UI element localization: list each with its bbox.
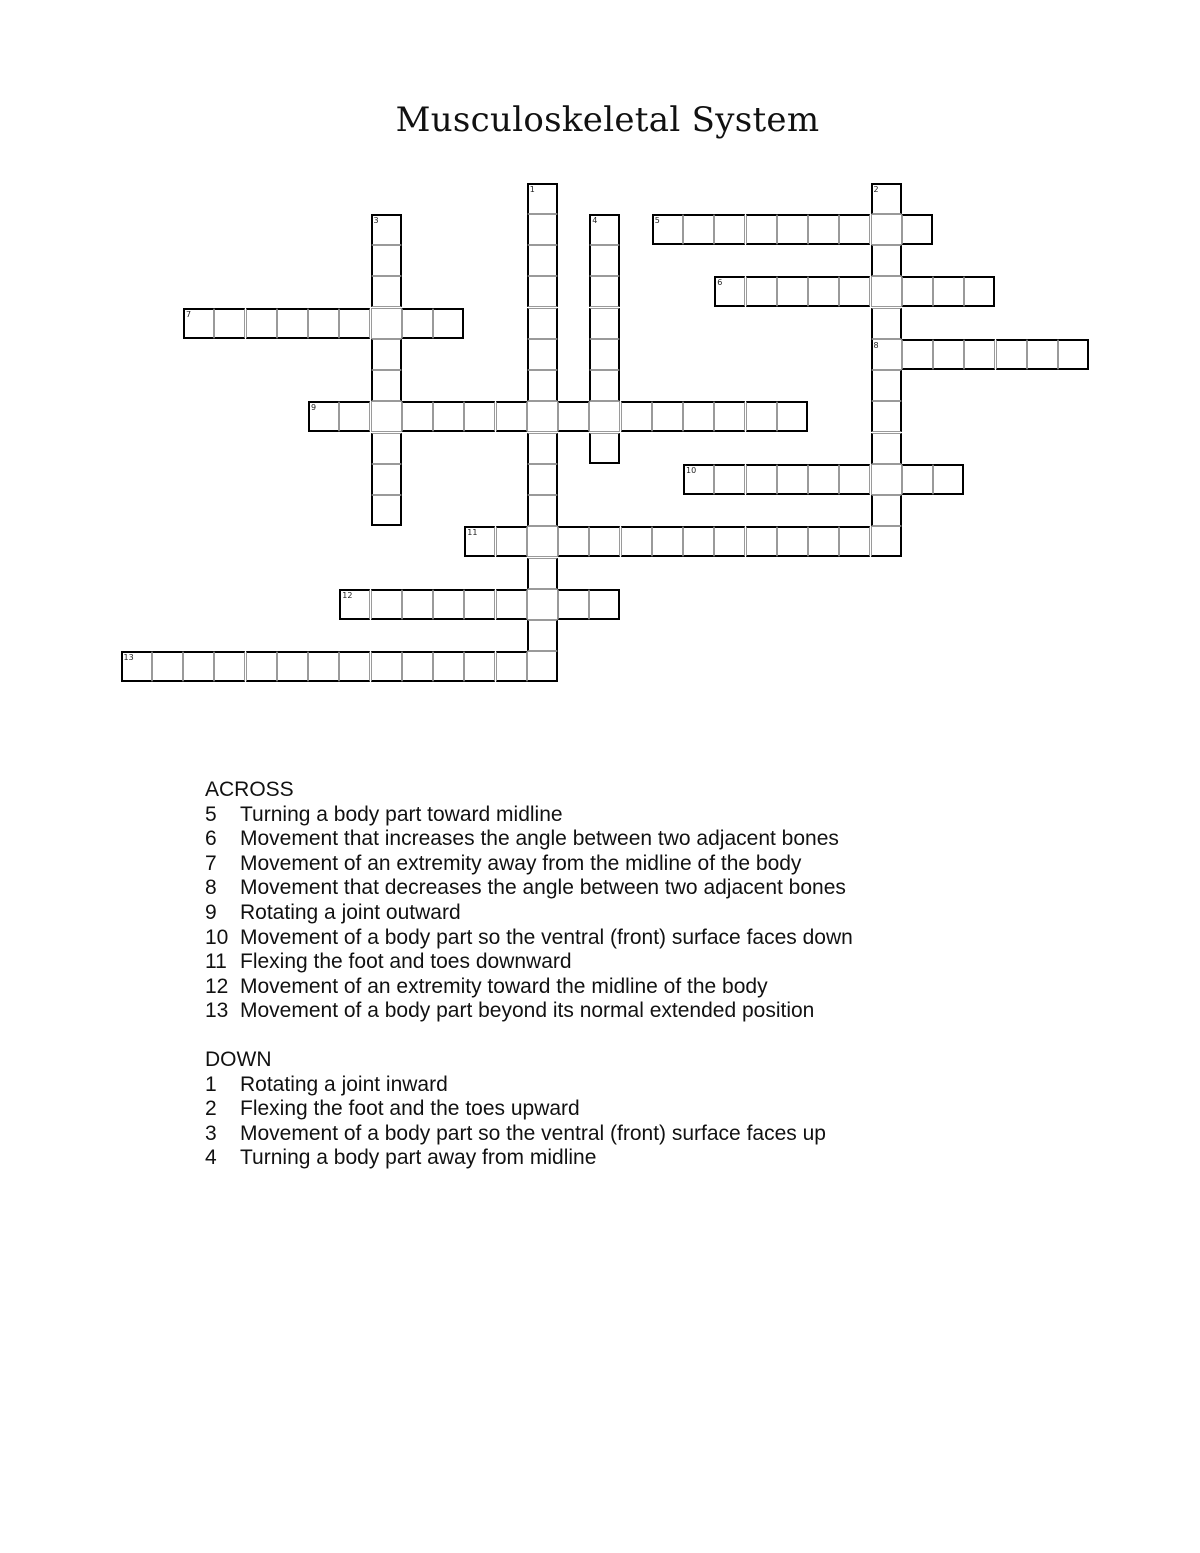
down-clue — [205, 1146, 853, 1171]
grid-cell[interactable] — [371, 401, 402, 432]
grid-cell[interactable] — [464, 401, 495, 432]
grid-cell[interactable] — [839, 214, 870, 245]
down-clue — [205, 1122, 853, 1147]
grid-cell[interactable] — [308, 308, 339, 339]
grid-cell[interactable] — [496, 589, 527, 620]
grid-cell[interactable] — [496, 526, 527, 557]
grid-cell[interactable] — [589, 370, 620, 401]
grid-cell[interactable] — [933, 276, 964, 307]
clue-number-label: 6 — [717, 278, 723, 288]
clue-number: 3 — [205, 1121, 217, 1145]
grid-cell[interactable] — [683, 526, 714, 557]
grid-cell[interactable] — [371, 276, 402, 307]
across-clue — [205, 950, 853, 975]
grid-cell[interactable] — [371, 245, 402, 276]
grid-cell[interactable] — [402, 651, 433, 682]
grid-cell[interactable] — [839, 276, 870, 307]
grid-cell[interactable] — [183, 651, 214, 682]
across-clue — [205, 975, 853, 1000]
clue-text: Flexing the foot and toes downward — [240, 950, 572, 974]
grid-cell[interactable] — [964, 339, 995, 370]
grid-cell[interactable] — [933, 464, 964, 495]
clue-number: 6 — [205, 827, 217, 851]
grid-cell[interactable] — [558, 526, 589, 557]
clue-number: 10 — [205, 925, 229, 949]
grid-cell[interactable] — [683, 401, 714, 432]
grid-cell[interactable] — [464, 651, 495, 682]
grid-cell[interactable] — [496, 401, 527, 432]
clue-number: 5 — [205, 802, 217, 826]
clue-number-label: 2 — [873, 184, 879, 194]
across-clue — [205, 876, 853, 901]
grid-cell[interactable] — [714, 401, 745, 432]
grid-cell[interactable] — [933, 339, 964, 370]
across-clue — [205, 852, 853, 877]
grid-cell[interactable] — [839, 464, 870, 495]
grid-cell[interactable] — [433, 308, 464, 339]
grid-cell[interactable] — [433, 401, 464, 432]
grid-cell[interactable] — [527, 308, 558, 339]
grid-cell[interactable] — [339, 308, 370, 339]
grid-cell[interactable] — [214, 651, 245, 682]
clue-number: 4 — [205, 1146, 217, 1170]
clue-number: 8 — [205, 876, 217, 900]
grid-cell[interactable] — [808, 464, 839, 495]
clue-number-label: 1 — [529, 184, 535, 194]
grid-cell[interactable] — [371, 464, 402, 495]
across-clue — [205, 827, 853, 852]
grid-cell[interactable] — [214, 308, 245, 339]
clue-number: 1 — [205, 1072, 217, 1096]
grid-cell[interactable] — [589, 526, 620, 557]
grid-cell[interactable] — [746, 401, 777, 432]
grid-cell[interactable] — [746, 526, 777, 557]
grid-cell[interactable] — [371, 651, 402, 682]
grid-cell[interactable] — [902, 214, 933, 245]
clue-number: 13 — [205, 999, 229, 1023]
grid-cell[interactable] — [808, 276, 839, 307]
grid-cell[interactable] — [871, 464, 902, 495]
grid-cell[interactable] — [558, 401, 589, 432]
grid-cell[interactable] — [277, 308, 308, 339]
across-clue — [205, 803, 853, 828]
grid-cell[interactable] — [714, 526, 745, 557]
grid-cell[interactable] — [902, 276, 933, 307]
grid-cell[interactable] — [527, 276, 558, 307]
clue-number-label: 5 — [654, 215, 660, 225]
across-heading: ACROSS — [205, 778, 294, 801]
grid-cell[interactable] — [527, 651, 558, 682]
grid-cell[interactable] — [714, 214, 745, 245]
grid-cell[interactable] — [746, 276, 777, 307]
grid-cell[interactable] — [714, 464, 745, 495]
grid-cell[interactable] — [871, 370, 902, 401]
clue-text: Rotating a joint inward — [240, 1072, 448, 1096]
clue-text: Flexing the foot and the toes upward — [240, 1097, 580, 1121]
clue-number: 11 — [205, 950, 227, 974]
grid-cell[interactable] — [527, 433, 558, 464]
clue-text: Movement of an extremity toward the midline of the body — [240, 974, 768, 998]
grid-cell[interactable] — [527, 214, 558, 245]
clue-text: Turning a body part toward midline — [240, 802, 563, 826]
across-clue — [205, 999, 853, 1024]
clue-text: Movement of a body part so the ventral (front) surface faces down — [240, 925, 853, 949]
grid-cell[interactable] — [433, 651, 464, 682]
grid-cell[interactable] — [339, 651, 370, 682]
grid-cell[interactable] — [996, 339, 1027, 370]
grid-cell[interactable] — [746, 464, 777, 495]
clue-number-label: 8 — [873, 340, 879, 350]
clue-number: 9 — [205, 900, 217, 924]
clue-number-label: 9 — [311, 403, 317, 413]
grid-cell[interactable] — [308, 651, 339, 682]
clue-text: Rotating a joint outward — [240, 900, 461, 924]
grid-cell[interactable] — [777, 526, 808, 557]
clue-number: 2 — [205, 1097, 217, 1121]
grid-cell[interactable] — [1027, 339, 1058, 370]
grid-cell[interactable] — [652, 526, 683, 557]
page-title: Musculoskeletal System — [395, 100, 820, 140]
grid-cell[interactable] — [964, 276, 995, 307]
grid-cell[interactable] — [839, 526, 870, 557]
grid-cell[interactable] — [871, 433, 902, 464]
grid-cell[interactable] — [339, 401, 370, 432]
clue-number-label: 3 — [373, 215, 379, 225]
clue-number: 12 — [205, 974, 229, 998]
grid-cell[interactable] — [527, 620, 558, 651]
clue-text: Movement of a body part beyond its normal extended position — [240, 999, 815, 1023]
grid-cell[interactable] — [871, 526, 902, 557]
across-clue — [205, 926, 853, 951]
clue-number-label: 13 — [123, 653, 134, 663]
grid-cell[interactable] — [589, 339, 620, 370]
grid-cell[interactable] — [589, 401, 620, 432]
grid-cell[interactable] — [402, 401, 433, 432]
grid-cell[interactable] — [589, 433, 620, 464]
clue-number-label: 11 — [467, 528, 478, 538]
across-clue — [205, 901, 853, 926]
grid-cell[interactable] — [464, 589, 495, 620]
clue-text: Turning a body part away from midline — [240, 1146, 597, 1170]
grid-cell[interactable] — [621, 401, 652, 432]
grid-cell[interactable] — [371, 308, 402, 339]
grid-cell[interactable] — [777, 276, 808, 307]
down-clue — [205, 1097, 853, 1122]
down-clue — [205, 1073, 853, 1098]
grid-cell[interactable] — [527, 464, 558, 495]
grid-cell[interactable] — [589, 308, 620, 339]
grid-cell[interactable] — [871, 495, 902, 526]
grid-cell[interactable] — [152, 651, 183, 682]
grid-cell[interactable] — [527, 558, 558, 589]
crossword-grid — [0, 0, 1200, 720]
grid-cell[interactable] — [777, 464, 808, 495]
grid-cell[interactable] — [527, 245, 558, 276]
grid-cell[interactable] — [496, 651, 527, 682]
grid-cell[interactable] — [371, 495, 402, 526]
grid-cell[interactable] — [402, 589, 433, 620]
grid-cell[interactable] — [1058, 339, 1089, 370]
grid-cell[interactable] — [902, 339, 933, 370]
clue-text: Movement of a body part so the ventral (front) surface faces up — [240, 1121, 826, 1145]
grid-cell[interactable] — [871, 276, 902, 307]
clue-text: Movement of an extremity away from the midline of the body — [240, 851, 802, 875]
clue-number-label: 12 — [342, 590, 353, 600]
clue-text: Movement that decreases the angle between two adjacent bones — [240, 876, 846, 900]
down-heading: DOWN — [205, 1047, 272, 1071]
grid-cell[interactable] — [683, 214, 714, 245]
grid-cell[interactable] — [527, 339, 558, 370]
grid-cell[interactable] — [871, 401, 902, 432]
grid-cell[interactable] — [527, 589, 558, 620]
grid-cell[interactable] — [652, 401, 683, 432]
grid-cell[interactable] — [558, 589, 589, 620]
clue-number-label: 10 — [686, 465, 697, 475]
clue-number: 7 — [205, 851, 217, 875]
grid-cell[interactable] — [589, 589, 620, 620]
grid-cell[interactable] — [589, 276, 620, 307]
grid-cell[interactable] — [808, 214, 839, 245]
clue-list — [205, 778, 853, 1171]
grid-cell[interactable] — [777, 401, 808, 432]
grid-cell[interactable] — [527, 370, 558, 401]
grid-cell[interactable] — [902, 464, 933, 495]
grid-cell[interactable] — [371, 370, 402, 401]
grid-cell[interactable] — [621, 526, 652, 557]
grid-cell[interactable] — [527, 526, 558, 557]
grid-cell[interactable] — [589, 245, 620, 276]
grid-cell[interactable] — [402, 308, 433, 339]
grid-cell[interactable] — [371, 339, 402, 370]
grid-cell[interactable] — [527, 401, 558, 432]
grid-cell[interactable] — [246, 308, 277, 339]
grid-cell[interactable] — [808, 526, 839, 557]
grid-cell[interactable] — [433, 589, 464, 620]
clue-text: Movement that increases the angle between two adjacent bones — [240, 827, 839, 851]
grid-cell[interactable] — [371, 589, 402, 620]
clue-number-label: 7 — [186, 309, 192, 319]
grid-cell[interactable] — [871, 308, 902, 339]
grid-cell[interactable] — [371, 433, 402, 464]
clue-number-label: 4 — [592, 215, 598, 225]
grid-cell[interactable] — [777, 214, 808, 245]
grid-cell[interactable] — [277, 651, 308, 682]
grid-cell[interactable] — [246, 651, 277, 682]
grid-cell[interactable] — [527, 495, 558, 526]
grid-cell[interactable] — [871, 245, 902, 276]
grid-cell[interactable] — [746, 214, 777, 245]
grid-cell[interactable] — [871, 214, 902, 245]
